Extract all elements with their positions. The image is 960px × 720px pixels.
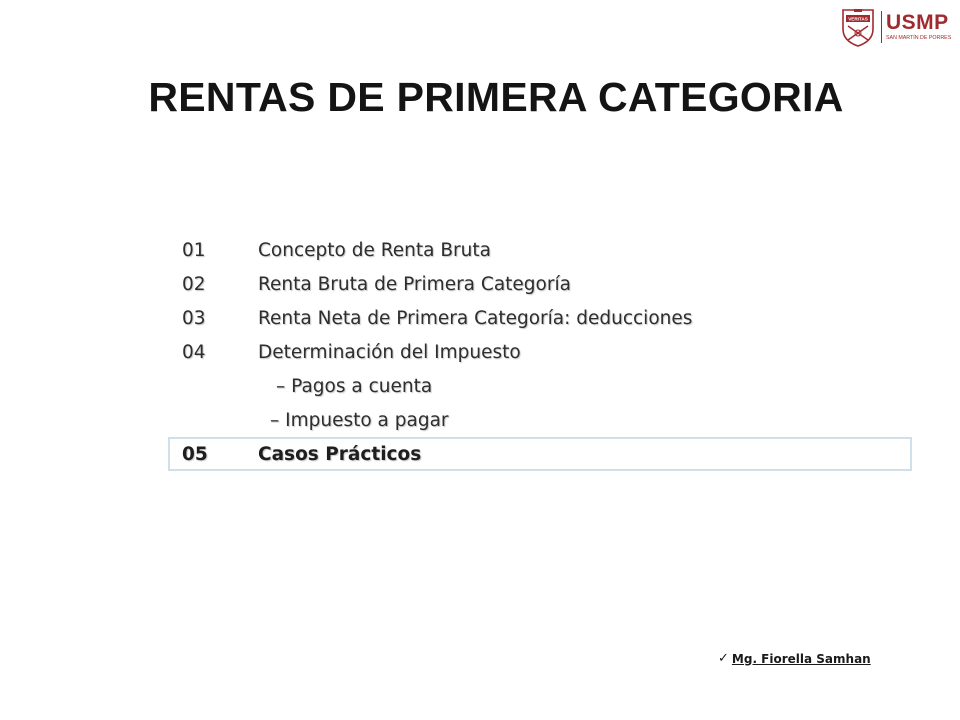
- agenda-item-label: Renta Bruta de Primera Categoría: [258, 274, 571, 295]
- agenda-list: [182, 237, 922, 475]
- agenda-item-label: Renta Neta de Primera Categoría: deducciones: [258, 308, 693, 329]
- agenda-item-label: Determinación del Impuesto: [258, 342, 521, 363]
- logo-wordmark: USMP: [886, 11, 949, 35]
- slide-title: RENTAS DE PRIMERA CATEGORIA: [148, 74, 844, 120]
- usmp-logo: [840, 6, 952, 48]
- agenda-subitem: [182, 407, 922, 441]
- agenda-item-number: 04: [182, 342, 206, 363]
- author-credit: [718, 651, 871, 666]
- svg-text:VERITAS: VERITAS: [848, 16, 868, 22]
- logo-text: [886, 12, 951, 41]
- university-seal-icon: [840, 7, 876, 47]
- agenda-item-highlighted: [182, 441, 922, 475]
- agenda-subitem-label: – Impuesto a pagar: [270, 410, 449, 431]
- agenda-item-number: 01: [182, 240, 206, 261]
- logo-subtitle: SAN MARTÍN DE PORRES: [886, 35, 952, 42]
- agenda-item-number: 05: [182, 444, 208, 465]
- agenda-item: [182, 305, 922, 339]
- check-icon: ✓: [718, 651, 729, 666]
- agenda-item-number: 03: [182, 308, 206, 329]
- agenda-item: [182, 339, 922, 373]
- logo-divider: [881, 11, 882, 43]
- agenda-item-number: 02: [182, 274, 206, 295]
- author-name: Mg. Fiorella Samhan: [731, 651, 871, 666]
- agenda-item-label: Concepto de Renta Bruta: [258, 240, 491, 261]
- agenda-item: [182, 237, 922, 271]
- agenda-item: [182, 271, 922, 305]
- agenda-subitem-label: – Pagos a cuenta: [276, 376, 433, 397]
- agenda-item-label: Casos Prácticos: [258, 444, 422, 465]
- agenda-subitem: [182, 373, 922, 407]
